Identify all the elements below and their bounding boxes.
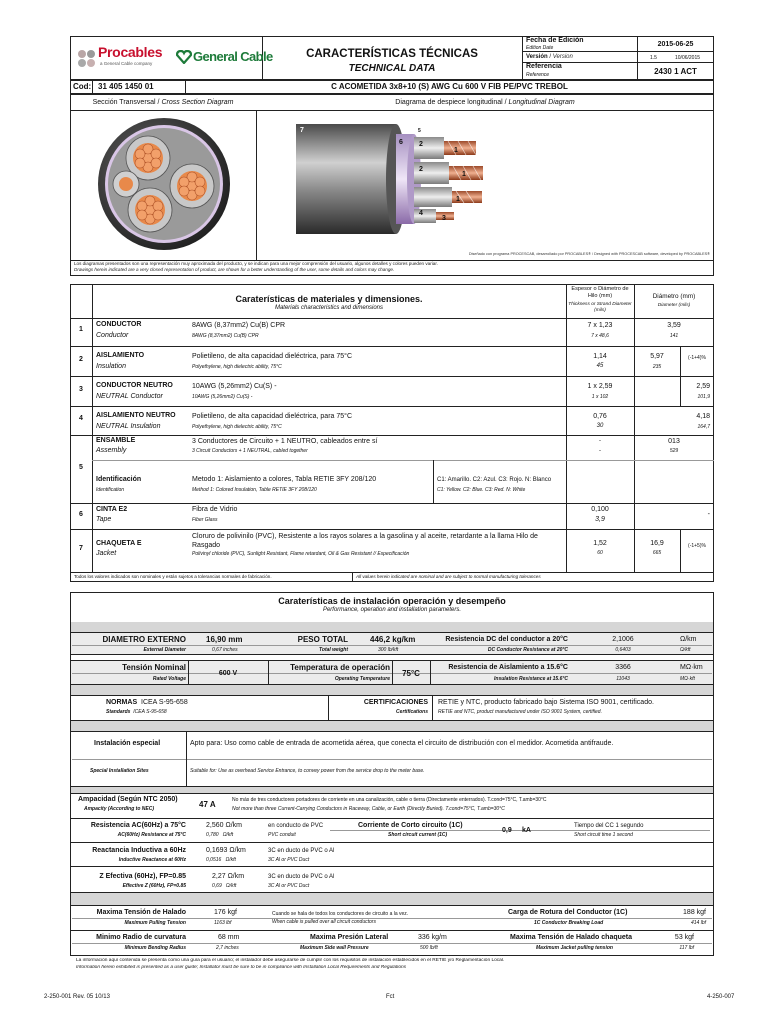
footer-doc-code: 2-250-001 Rev. 05 10/13 bbox=[44, 994, 110, 1000]
total-weight-value-en: 300 lb/kft bbox=[378, 647, 399, 653]
external-diameter-label-en: External Diameter bbox=[143, 647, 186, 653]
effective-z-value-en: 0,69 bbox=[212, 883, 222, 889]
effective-z-label-en: Effective Z (60Hz), FP=0.85 bbox=[122, 883, 186, 889]
col-thickness-header: Espesor o Diámetro de Hilo (mm) bbox=[571, 286, 629, 299]
short-circuit-time: Tiempo del CC 1 segundo bbox=[574, 823, 644, 829]
cable-description: C ACOMETIDA 3x8+10 (S) AWG Cu 600 V FIB PE/PVC TREBOL bbox=[331, 82, 568, 91]
diagram-label-7: 7 bbox=[300, 127, 304, 134]
max-side-pressure-value: 336 kg/m bbox=[418, 934, 447, 941]
diagram-label-1c: 1 bbox=[456, 196, 460, 203]
max-pulling-tension-note-en: When cable is pulled over all circuit conductors bbox=[272, 919, 376, 925]
breaking-load-value-en: 414 lbf bbox=[690, 920, 706, 926]
ampacity-note: No más de tres conductores portadores de corriente en una canalización, cable o tierra (Directamente enterrados). T.cond=75°C, T.amb=30°C bbox=[232, 797, 547, 803]
total-weight-label: PESO TOTAL bbox=[297, 635, 348, 644]
short-circuit-label-en: Short circuit current (1C) bbox=[388, 832, 448, 838]
longitudinal-title: Diagrama de despiece longitudinal / Longitudinal Diagram bbox=[395, 99, 575, 106]
effective-z-condition-en: 3C Al or PVC Duct bbox=[268, 883, 310, 889]
procables-logo bbox=[76, 44, 163, 74]
max-pulling-tension-label: Maxima Tensión de Halado bbox=[96, 909, 186, 916]
max-pulling-tension-value-en: 1163 lbf bbox=[214, 920, 232, 926]
ac-resistance-condition: en conducto de PVC bbox=[268, 823, 324, 829]
general-cable-logo-text: General Cable bbox=[193, 49, 273, 64]
procables-logo-text: Procables bbox=[98, 44, 163, 60]
short-circuit-value: 0,9 bbox=[502, 827, 512, 834]
rated-voltage-label: Tensión Nominal bbox=[122, 663, 186, 672]
diagram-label-1a: 1 bbox=[454, 147, 458, 154]
inductive-reactance-unit: Ω/km bbox=[229, 847, 246, 854]
version-value: 1.5 bbox=[650, 55, 657, 61]
dc-resistance-label: Resistencia DC del conductor a 20°C bbox=[445, 636, 568, 643]
min-bending-radius-label: Minimo Radio de curvatura bbox=[96, 934, 186, 941]
effective-z-label: Z Efectiva (60Hz), FP=0.85 bbox=[99, 873, 186, 880]
ampacity-value: 47 A bbox=[199, 800, 216, 809]
standards-label-en: Standards bbox=[106, 709, 131, 715]
ac-resistance-value-en: 0,780 bbox=[206, 832, 219, 838]
certifications-value-en: RETIE and NTC, product manufactured under ISO 9001 System, certified. bbox=[438, 709, 602, 715]
total-weight-label-en: Total weight bbox=[319, 647, 348, 653]
operating-temp-value: 75°C bbox=[402, 669, 420, 678]
jacket-pulling-tension-value-en: 117 lbf bbox=[679, 945, 694, 951]
short-circuit-label: Corriente de Corto circuito (1C) bbox=[358, 822, 463, 829]
dc-resistance-value: 2,1006 bbox=[612, 636, 634, 643]
procables-logo-mark-icon bbox=[76, 48, 98, 70]
inductive-reactance-value-en: 0,0516 bbox=[206, 857, 222, 863]
rated-voltage-value: 600 V bbox=[218, 670, 238, 677]
materials-footnote-en: All values herein indicated are nominal and are subject to normal manufacturing tolerances bbox=[356, 574, 541, 579]
inductive-reactance-value: 0,1693 bbox=[206, 847, 228, 854]
version-date: 10/06/2015 bbox=[675, 55, 701, 61]
max-side-pressure-label: Maxima Presión Lateral bbox=[310, 934, 389, 941]
ampacity-label-en: Ampacity (According to NEC) bbox=[84, 806, 155, 812]
diagram-label-3: 3 bbox=[442, 215, 446, 222]
operating-temp-label-en: Operating Temperature bbox=[334, 676, 390, 682]
inductive-reactance-condition-en: 3C Al or PVC Duct bbox=[268, 857, 310, 863]
special-installation-label: Instalación especial bbox=[94, 740, 161, 747]
effective-z-condition: 3C en ducto de PVC o Al bbox=[268, 874, 335, 880]
breaking-load-label-en: 1C Conductor Breaking Load bbox=[534, 920, 604, 926]
diagram-label-2a: 2 bbox=[419, 141, 423, 148]
max-side-pressure-label-en: Maximum Side wall Pressure bbox=[300, 945, 369, 951]
dc-resistance-unit-en: Ω/kft bbox=[680, 647, 691, 653]
materials-title: Caraterísticas de materiales y dimensiones. bbox=[235, 294, 423, 304]
ac-resistance-label-en: AC(60Hz) Resistance at 75°C bbox=[117, 832, 186, 838]
jacket-pulling-tension-label-en: Maximum Jacket pulling tension bbox=[536, 945, 613, 951]
diagram-note-es: Los diagramas presentados son una representación muy aproximada del producto, y se indican para una mejor comprensión del usuario, algunos detalles y colores pueden variar. bbox=[74, 261, 438, 266]
max-pulling-tension-label-en: Maximum Pulling Tension bbox=[124, 920, 186, 926]
breaking-load-value: 188 kgf bbox=[683, 909, 706, 916]
total-weight-value: 446,2 kg/km bbox=[370, 635, 416, 644]
jacket-pulling-tension-value: 53 kgf bbox=[674, 934, 694, 941]
footer-center-code: Fct bbox=[386, 994, 395, 1000]
inductive-reactance-label-en: Inductive Reactance at 60Hz bbox=[118, 857, 186, 863]
special-installation-value: Apto para: Uso como cable de entrada de acometida aérea, que conecta el circuito de distribución con el medidor. Acometida antifraude. bbox=[190, 740, 614, 747]
dc-resistance-value-en: 0,6403 bbox=[615, 647, 631, 653]
standards-label: NORMAS bbox=[106, 699, 138, 706]
ac-resistance-value: 2,560 bbox=[206, 822, 224, 829]
jacket-pulling-tension-label: Maxima Tensión de Halado chaqueta bbox=[510, 934, 633, 941]
special-installation-value-en: Suitable for: Use as overhead Service Entrance, to convey power from the service drop to the meter base. bbox=[190, 768, 425, 774]
col-diameter-header-en: Diameter (mils) bbox=[657, 303, 691, 308]
insulation-resistance-value: 3366 bbox=[615, 664, 631, 671]
short-circuit-unit: kA bbox=[522, 827, 531, 834]
certifications-label-en: Certifications bbox=[396, 709, 428, 715]
reference-label: Referencia bbox=[526, 63, 562, 70]
footer-note-en: Information herein exhibited is presented as a user guide; Installator must be sure to be in compliance with Installation Local Requirements and Regulations bbox=[76, 965, 407, 970]
edition-date-label-en: Edition Date bbox=[526, 45, 554, 51]
insulation-resistance-label: Resistencia de Aislamiento a 15.6°C bbox=[448, 664, 568, 671]
insulation-resistance-value-en: 11043 bbox=[616, 676, 630, 682]
materials-title-en: Materials characteristics and dimensions bbox=[274, 305, 384, 311]
ac-resistance-condition-en: PVC conduit bbox=[268, 832, 296, 838]
standards-value-en: ICEA S-95-658 bbox=[133, 709, 167, 715]
external-diameter-value-en: 0,67 inches bbox=[212, 647, 238, 653]
col-diameter-header: Diámetro (mm) bbox=[652, 293, 696, 300]
longitudinal-diagram bbox=[296, 120, 516, 242]
effective-z-unit-en: Ω/kft bbox=[225, 883, 237, 889]
installation-title-en: Performance, operation and installation parameters. bbox=[322, 607, 462, 613]
certifications-label: CERTIFICACIONES bbox=[363, 699, 428, 706]
ac-resistance-label: Resistencia AC(60Hz) a 75°C bbox=[90, 822, 186, 829]
edition-date-value: 2015-06-25 bbox=[657, 41, 694, 48]
rated-voltage-label-en: Rated Voltage bbox=[152, 676, 186, 682]
special-installation-label-en: Special Installation Sites bbox=[90, 768, 149, 774]
inductive-reactance-unit-en: Ω/kft bbox=[225, 857, 236, 863]
diagram-label-5: 5 bbox=[418, 128, 421, 134]
certifications-value: RETIE y NTC, producto fabricado bajo Sistema ISO 9001, certificado. bbox=[438, 699, 654, 706]
page-title: CARACTERÍSTICAS TÉCNICAS bbox=[306, 48, 478, 60]
diagram-credit: Diseñado con programa PROCESCAB, desarrollado por PROCABLES® / Designed with PROCESCAB software, developed by PROCABLES® bbox=[468, 252, 710, 256]
dc-resistance-unit: Ω/km bbox=[680, 636, 697, 643]
dc-resistance-label-en: DC Conductor Resistance at 20°C bbox=[487, 647, 568, 653]
general-cable-logo bbox=[176, 48, 273, 68]
min-bending-radius-value-en: 2,7 inches bbox=[216, 945, 239, 951]
cross-section-title: Sección Transversal / Cross Section Diagram bbox=[92, 99, 234, 106]
general-cable-heart-icon bbox=[176, 50, 192, 64]
code-value: 31 405 1450 01 bbox=[98, 82, 154, 91]
min-bending-radius-value: 68 mm bbox=[218, 934, 240, 941]
short-circuit-time-en: Short circuit time 1 second bbox=[574, 832, 633, 838]
ac-resistance-unit: Ω/km bbox=[225, 822, 242, 829]
diagram-label-2b: 2 bbox=[419, 166, 423, 173]
reference-value: 2430 1 ACT bbox=[654, 67, 697, 76]
ampacity-label: Ampacidad (Según NTC 2050) bbox=[78, 796, 178, 803]
insulation-resistance-unit-en: MΩ·kft bbox=[680, 676, 695, 682]
ac-resistance-unit-en: Ω/kft bbox=[222, 832, 234, 838]
footer-form-code: 4-250-007 bbox=[707, 994, 735, 1000]
effective-z-value: 2,27 bbox=[212, 873, 226, 880]
procables-logo-subtext: a General Cable company bbox=[100, 61, 153, 66]
max-side-pressure-value-en: 500 lb/ft bbox=[420, 945, 438, 951]
external-diameter-value: 16,90 mm bbox=[206, 635, 243, 644]
operating-temp-label: Temperatura de operación bbox=[290, 663, 390, 672]
max-pulling-tension-note: Cuando se hala de todos los conductores de circuito a la vez. bbox=[272, 911, 409, 917]
materials-footnote-es: Todos los valores indicados son nominales y están sujetos a tolerancias normales de fabricación. bbox=[74, 574, 272, 579]
version-label-en: Version bbox=[552, 54, 573, 60]
inductive-reactance-label: Reactancia Inductiva a 60Hz bbox=[92, 847, 186, 854]
breaking-load-label: Carga de Rotura del Conductor (1C) bbox=[508, 909, 628, 916]
cross-section-diagram bbox=[96, 114, 232, 254]
diagram-note-en: Drawings herein indicated are a very closed representation of product, are shown for a better understanding of the user, some details and colors may change. bbox=[74, 267, 395, 272]
edition-date-label: Fecha de Edición bbox=[526, 37, 584, 44]
footer-note-es: La información aquí contenida se presenta como una guía para el usuario; el instalador debe asegurarse de cumplir con los requisitos de instalación establecidos en el RETIE y/o Reglamentación Local. bbox=[76, 958, 505, 963]
standards-value: ICEA S-95-658 bbox=[141, 699, 188, 706]
reference-label-en: Reference bbox=[526, 72, 550, 78]
installation-title: Caraterísticas de instalación operación y desempeño bbox=[278, 596, 506, 606]
min-bending-radius-label-en: Minimum Bending Radius bbox=[124, 945, 186, 951]
insulation-resistance-label-en: Insulation Resistance at 15.6°C bbox=[494, 676, 568, 682]
page-subtitle: TECHNICAL DATA bbox=[348, 63, 436, 74]
col-thickness-header-en: Thickness or Strand Diameter (mils) bbox=[568, 302, 632, 313]
effective-z-unit: Ω/km bbox=[227, 873, 245, 880]
diagram-label-1b: 1 bbox=[462, 171, 466, 178]
external-diameter-label: DIAMETRO EXTERNO bbox=[102, 635, 186, 644]
code-label: Cod: bbox=[73, 82, 92, 91]
inductive-reactance-condition: 3C en ducto de PVC o Al bbox=[268, 848, 335, 854]
ampacity-note-en: Not more than three Current-Carrying Conductors in Raceway, Cable, or Earth (Directly Buried). T.cond=75°C, T.amb=30°C bbox=[232, 806, 505, 812]
diagram-label-6: 6 bbox=[399, 139, 403, 146]
diagram-label-4: 4 bbox=[419, 210, 423, 217]
insulation-resistance-unit: MΩ·km bbox=[680, 664, 703, 671]
max-pulling-tension-value: 176 kgf bbox=[214, 909, 237, 916]
version-label: Versión bbox=[526, 54, 548, 60]
